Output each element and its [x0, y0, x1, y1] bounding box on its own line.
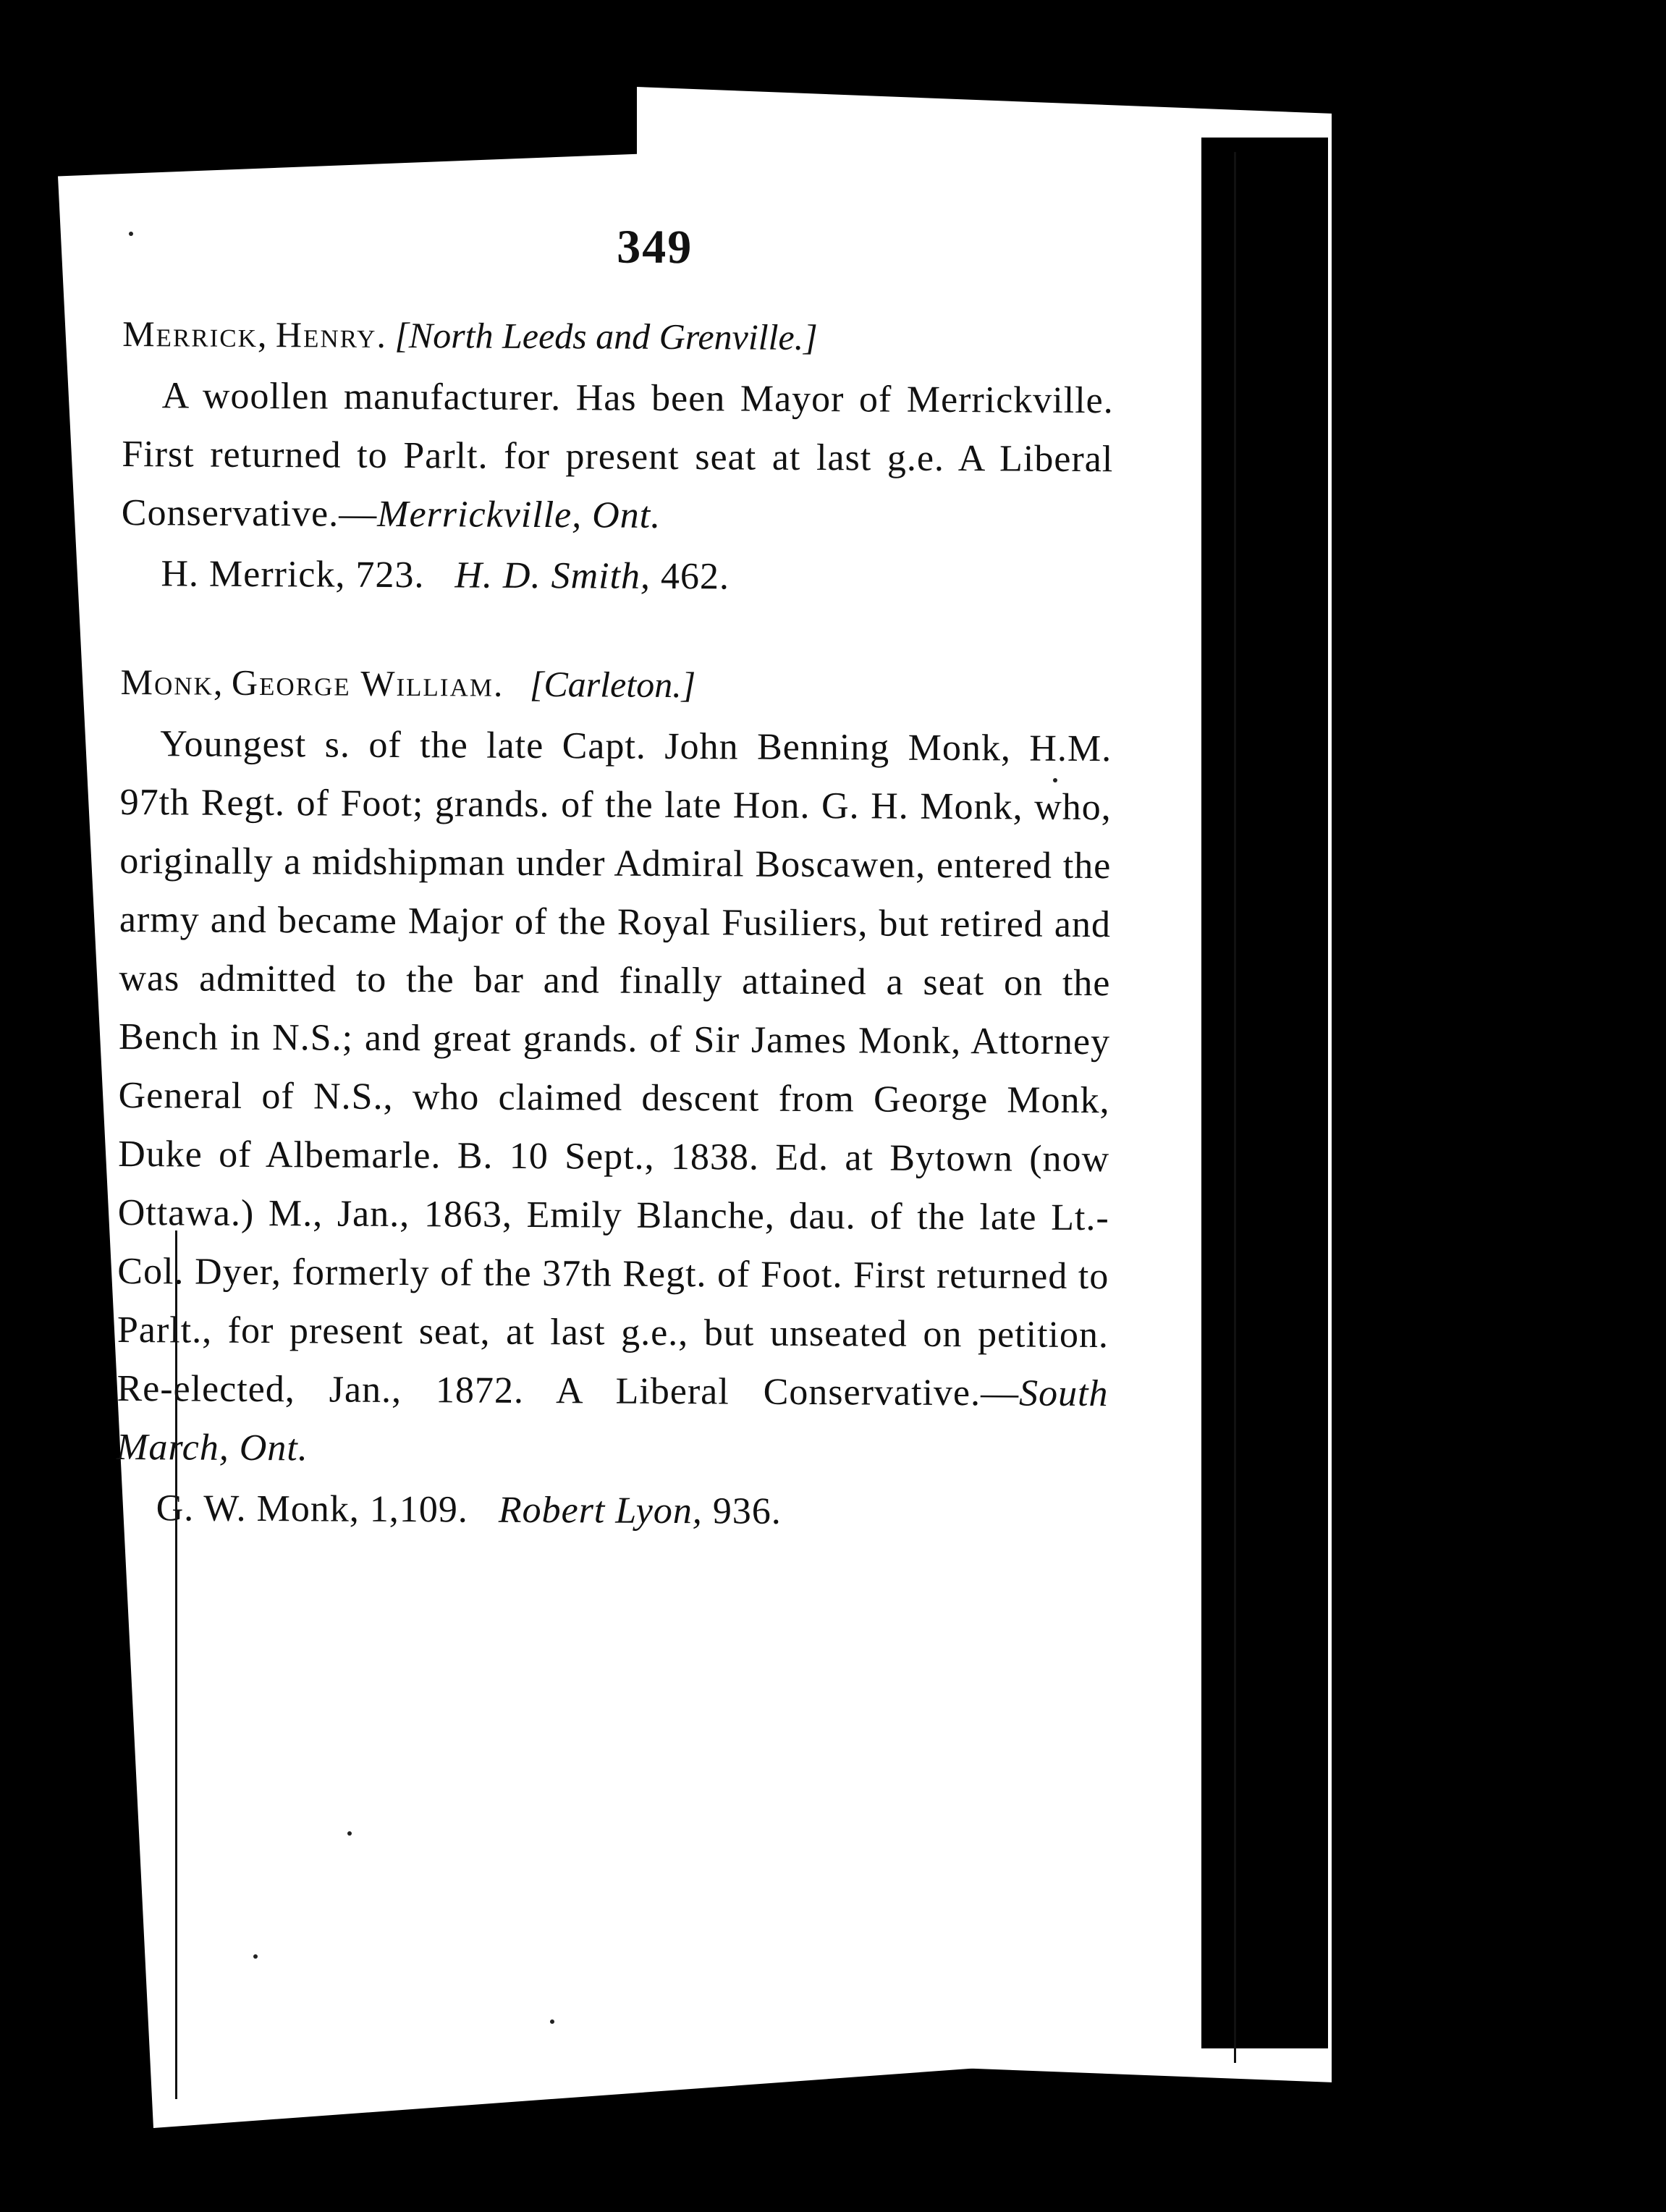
- spine-shadow: [1201, 138, 1328, 2048]
- entry-surname: Monk: [120, 661, 214, 703]
- heading-period: .: [376, 314, 395, 355]
- dust-speck: [347, 1831, 352, 1836]
- entry-residence: Merrickville, Ont.: [377, 493, 661, 536]
- entry-heading: [122, 301, 1114, 371]
- election-result: [161, 542, 1112, 611]
- result-loser: Robert Lyon,: [498, 1489, 703, 1532]
- election-result: [156, 1477, 1107, 1545]
- entry-given-name: Henry: [275, 314, 377, 355]
- entry-monk: [116, 649, 1112, 1545]
- result-loser-votes: 936.: [712, 1490, 782, 1532]
- entry-constituency: [North Leeds and Grenville.]: [394, 314, 818, 358]
- entry-heading: [120, 649, 1112, 719]
- heading-comma: ,: [257, 313, 276, 355]
- page-number: 349: [617, 220, 693, 274]
- entry-residence: South March, Ont.: [116, 1372, 1109, 1469]
- entry-bio-text: Youngest s. of the late Capt. John Benning Monk, H.M. 97th Regt. of Foot; grands. of the late Hon. G. H. Monk, who, originally a midshipman under Admiral Boscawen, entered the army and became Major of the Royal Fusiliers, but retired and was admitted to the bar and finally attained a seat on the Bench in N.S.; and great grands. of Sir James Monk, Attorney General of N.S., who claimed descent from George Monk, Duke of Albemarle. B. 10 Sept., 1838. Ed. at Bytown (now Ottawa.) M., Jan., 1863, Emily Blanche, dau. of the late Lt.-Col. Dyer, formerly of the 37th Regt. of Foot. First returned to Parlt., for present seat, at last g.e., but unseated on petition. Re-elected, Jan., 1872. A Liberal Conservative.—: [117, 723, 1112, 1414]
- result-loser: H. D. Smith,: [454, 554, 651, 597]
- entry-merrick: [121, 301, 1114, 611]
- result-winner: G. W. Monk, 1,109.: [156, 1487, 468, 1531]
- dust-speck: [253, 1954, 258, 1959]
- dust-speck: [550, 2019, 554, 2024]
- entry-biography: [117, 714, 1112, 1482]
- page-edge-line: [1234, 152, 1236, 2063]
- entry-constituency: [Carleton.]: [529, 663, 696, 706]
- entry-surname: Merrick: [122, 313, 258, 355]
- result-winner: H. Merrick, 723.: [161, 553, 425, 596]
- entry-biography: [122, 366, 1114, 547]
- heading-period: .: [493, 663, 530, 704]
- entry-bio-text: A woollen manufacturer. Has been Mayor of Merrickville. First returned to Parlt. for present seat at last g.e. A Liberal Conservative.—: [121, 375, 1114, 535]
- entry-given-name: George William: [231, 662, 494, 704]
- heading-comma: ,: [213, 662, 232, 703]
- page-text-block: [116, 217, 1115, 1545]
- result-loser-votes: 462.: [660, 555, 730, 598]
